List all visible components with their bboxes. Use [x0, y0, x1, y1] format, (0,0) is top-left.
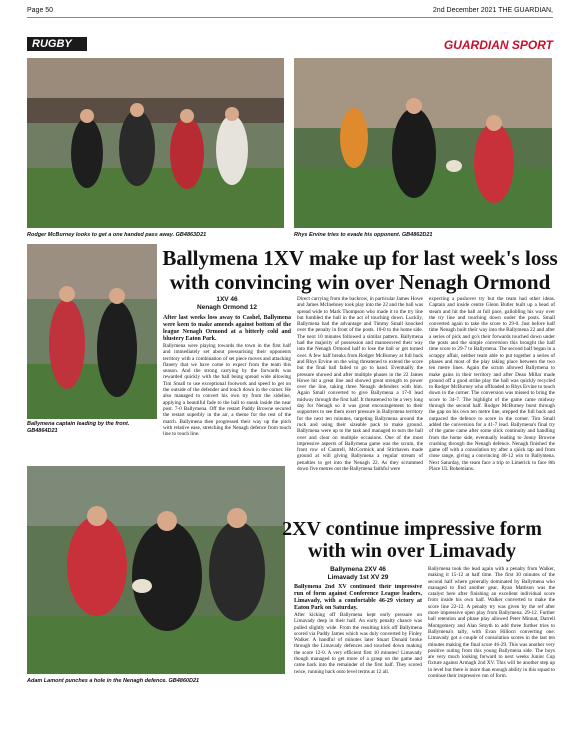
story1-col3	[429, 296, 555, 508]
photo-3	[27, 244, 157, 419]
photo-2	[294, 58, 552, 228]
header-rule	[27, 17, 553, 18]
brand-guardian: GUARDIAN	[443, 38, 509, 52]
story2-col1-text: After kicking off Ballymena kept early pressure on Limavady deep in their half. An early penalty chance was pulled slightly wide. From the resulting kick off Ballymena scored via Paddy James which was duly converted by Finley Walker. A handful of minutes later Stuart Donald broke through the Limavady defences and touched down making the score 12-0. A very efficient first 10 minutes! Limavady though managed to get more of a grasp on the game and came back into the remainder of the first half. They scored twice, running back onto level terms at 12 all.	[294, 612, 422, 675]
story1-col2-text: Direct carrying from the backrow, in particular James Howe and James McInebney took play into the 22 and the ball was spread wide to Mark Thompson who made it to the try line but fumbled the ball in the act of touching down. Luckily, Ballymena had the advantage and Timmy Small knocked over the penalty in front of the posts. 10-0 to the home side. The next 10 minutes followed a similar pattern. Ballymena had the majority of possession and manoeuvred their way into the Nenagh Ormond half to lose the ball or get turned over. A few half breaks from Rodger McBurney at full back and Rhys Ervine on the wing threatened to extend the score but the final ball failed to go to hand. Eventually the pressure showed and after multiple phases in the 22 James Howe hit a great line and showed great strength to power over the line, taking three Nenagh defenders with him. Again Small converted to give Ballymena a 17-0 lead midway through the first half. It threatened to be a very long day for Nenagh so it was great encouragement to their supporters to see them exert pressure in Ballymena territory for the next ten minutes, targeting Ballymena around the ruck and using their sizeable pack to make ground. Ballymena were up to the task and managed to turn the ball over and clear on multiple occasions. One of the most impressive aspects of Ballymena game was the scrum, the front row of Cantrell, McCormick and Stirrhaven made ground at will giving Ballymena a regular stream of penalties to get into the Nenagh 22. As they scrummed down five metres out the Ballymena faithful were	[297, 296, 423, 473]
story2-col2	[428, 566, 555, 729]
story2-headline: 2XV continue impressive form with win over Limavady	[282, 518, 542, 562]
photo-3-caption: Ballymena captain leading by the front. GB4864D21	[27, 421, 130, 434]
photo-1-caption: Rodger McBurney looks to get a one handed pass away. GB4863D21	[27, 232, 207, 238]
brand-sport: SPORT	[511, 38, 553, 52]
story1-col1	[163, 315, 291, 465]
brand-logo	[444, 38, 553, 52]
story1-col1-text: Ballymena were playing towards the town in the first half and immediately set about pressurising their opponents territory with a combination of set piece moves and attacking flanery that we have come to expect from the team this season. And the strong carrying by the forwards was rewarded quickly with the ball being spread wide allowing Tim Small to use exceptional footwork and speed to get on the outside of the defender and touch down in the corner. He also managed to convert his own try from the sideline, applying a beautiful fade to the ball to sneak inside the near post. 7-0 Ballymena. Off the restart Paddy Browne secured the restart superbly in the air, a theme for the rest of the match. Ballymena then progressed their way up the pitch with relative ease, stretching the Nenagh defence from touch line to touch line.	[163, 343, 291, 438]
story2-lead: Ballymena 2nd XV continued their impressive run of form against Conference League leaders, Limavady, with a comfortable 46-29 victory at Eaton Park on Saturday.	[294, 584, 422, 611]
story2-score-home: Ballymena 2XV 46	[330, 566, 386, 573]
story1-score-home: 1XV 46	[216, 296, 238, 303]
story2-score-away: Limavady 1st XV 29	[327, 574, 389, 581]
photo-2-caption: Rhys Ervine tries to evade his opponent. GB4862D21	[294, 232, 433, 238]
story1-score-away: Nenagh Ormond 12	[197, 304, 257, 311]
section-tag: RUGBY	[27, 37, 87, 51]
page-number: Page 50	[27, 7, 54, 14]
photo-4	[27, 466, 285, 674]
page-header	[27, 3, 553, 29]
story2-col1	[294, 584, 422, 729]
story1-col3-text: expecting a pushover try but the team had other ideas. Captain and inside centre Glenn Butler built up a head of steam and hit the ball at full pace, gallobling his way over the try line and touching down under the posts. Small converted again to take the score to 29-0. Just before half time Nenagh built their way into the Ballymena 22 and after a series of pick and go's their forwards touched down under the posts and the simple conversion this brought the half time score to 29-7 to Ballymena. The second half began in a scrappy affair, neither team able to put together a series of phases and most of the play taking place between the two ten metre lines. Again the scrum allowed Ballymena to make gains in their territory and after Dean Millar made ground off a good strike play the ball was quickly recycled to Rodger McBurney who offloaded to Rhys Ervine to touch down in the corner. The conversion was missed to bring the score to 34-7. The highlight of the game came midway through the second half. Rodger McBurney burst through the gap on his own ten metre line, stepped the full back and outpaced the defence to score in the corner. Tim Small added the conversion for a 41-7 lead. Ballymena's final try of the game came after some slick continuity and handling from the home side, eventually leading to Jonny Browne crashing through the Nenagh defence. Nenagh finished the game off with a consolation try after a quick tap and from close range, giving a convincing 46-12 win to Ballymena. Next Saturday, the team face a trip to Limerick to face 8th Place UL Bohemians.	[429, 296, 555, 473]
story2-score	[294, 566, 422, 582]
dateline: 2nd December 2021 THE GUARDIAN,	[432, 7, 553, 14]
photo-1	[27, 58, 284, 228]
story1-lead: After last weeks loss away to Cashel, Ballymena were keen to make amends against bottom of the league Nenagh Ormond at a bitterly cold and blustery Eaton Park.	[163, 315, 291, 342]
story1-col2	[297, 296, 423, 508]
story1-score	[163, 296, 291, 312]
story1-headline: Ballymena 1XV make up for last week's loss with convincing win over Nenagh Ormond	[162, 246, 558, 294]
story2-col2-text: Ballymena took the lead again with a penalty from Walker, making it 15-12 at half time. The first 30 minutes of the second half where generally dominated by Ballymena who managed to find another gear. Ryan Mattison was the catalyst here after finishing an excellent individual score from inside his own half. Walker converted to make the score line 22-12. A penalty try was given by the ref after more impressive open play from Ballymena. 29-12. Further ball retention and phase play allowed Peter Minnat, Darrell Montgomery and Alan Smyth to add three further tries to Ballymena's tally, with Evan Hillocn converting one. Limavady got a couple of consolation scores in the last ten minutes making the final score 46-29. This was another very positive outing from this young Ballymena side. The boys are very much looking forward to next weeks Junior Cup fixture against Armagh 2nd XV. This will be another step up in level but there is more than enough ability in this squad to continue their impressive run of form.	[428, 566, 555, 680]
photo-4-caption: Adam Lamont punches a hole in the Nenagh defence. GB4860D21	[27, 678, 200, 684]
